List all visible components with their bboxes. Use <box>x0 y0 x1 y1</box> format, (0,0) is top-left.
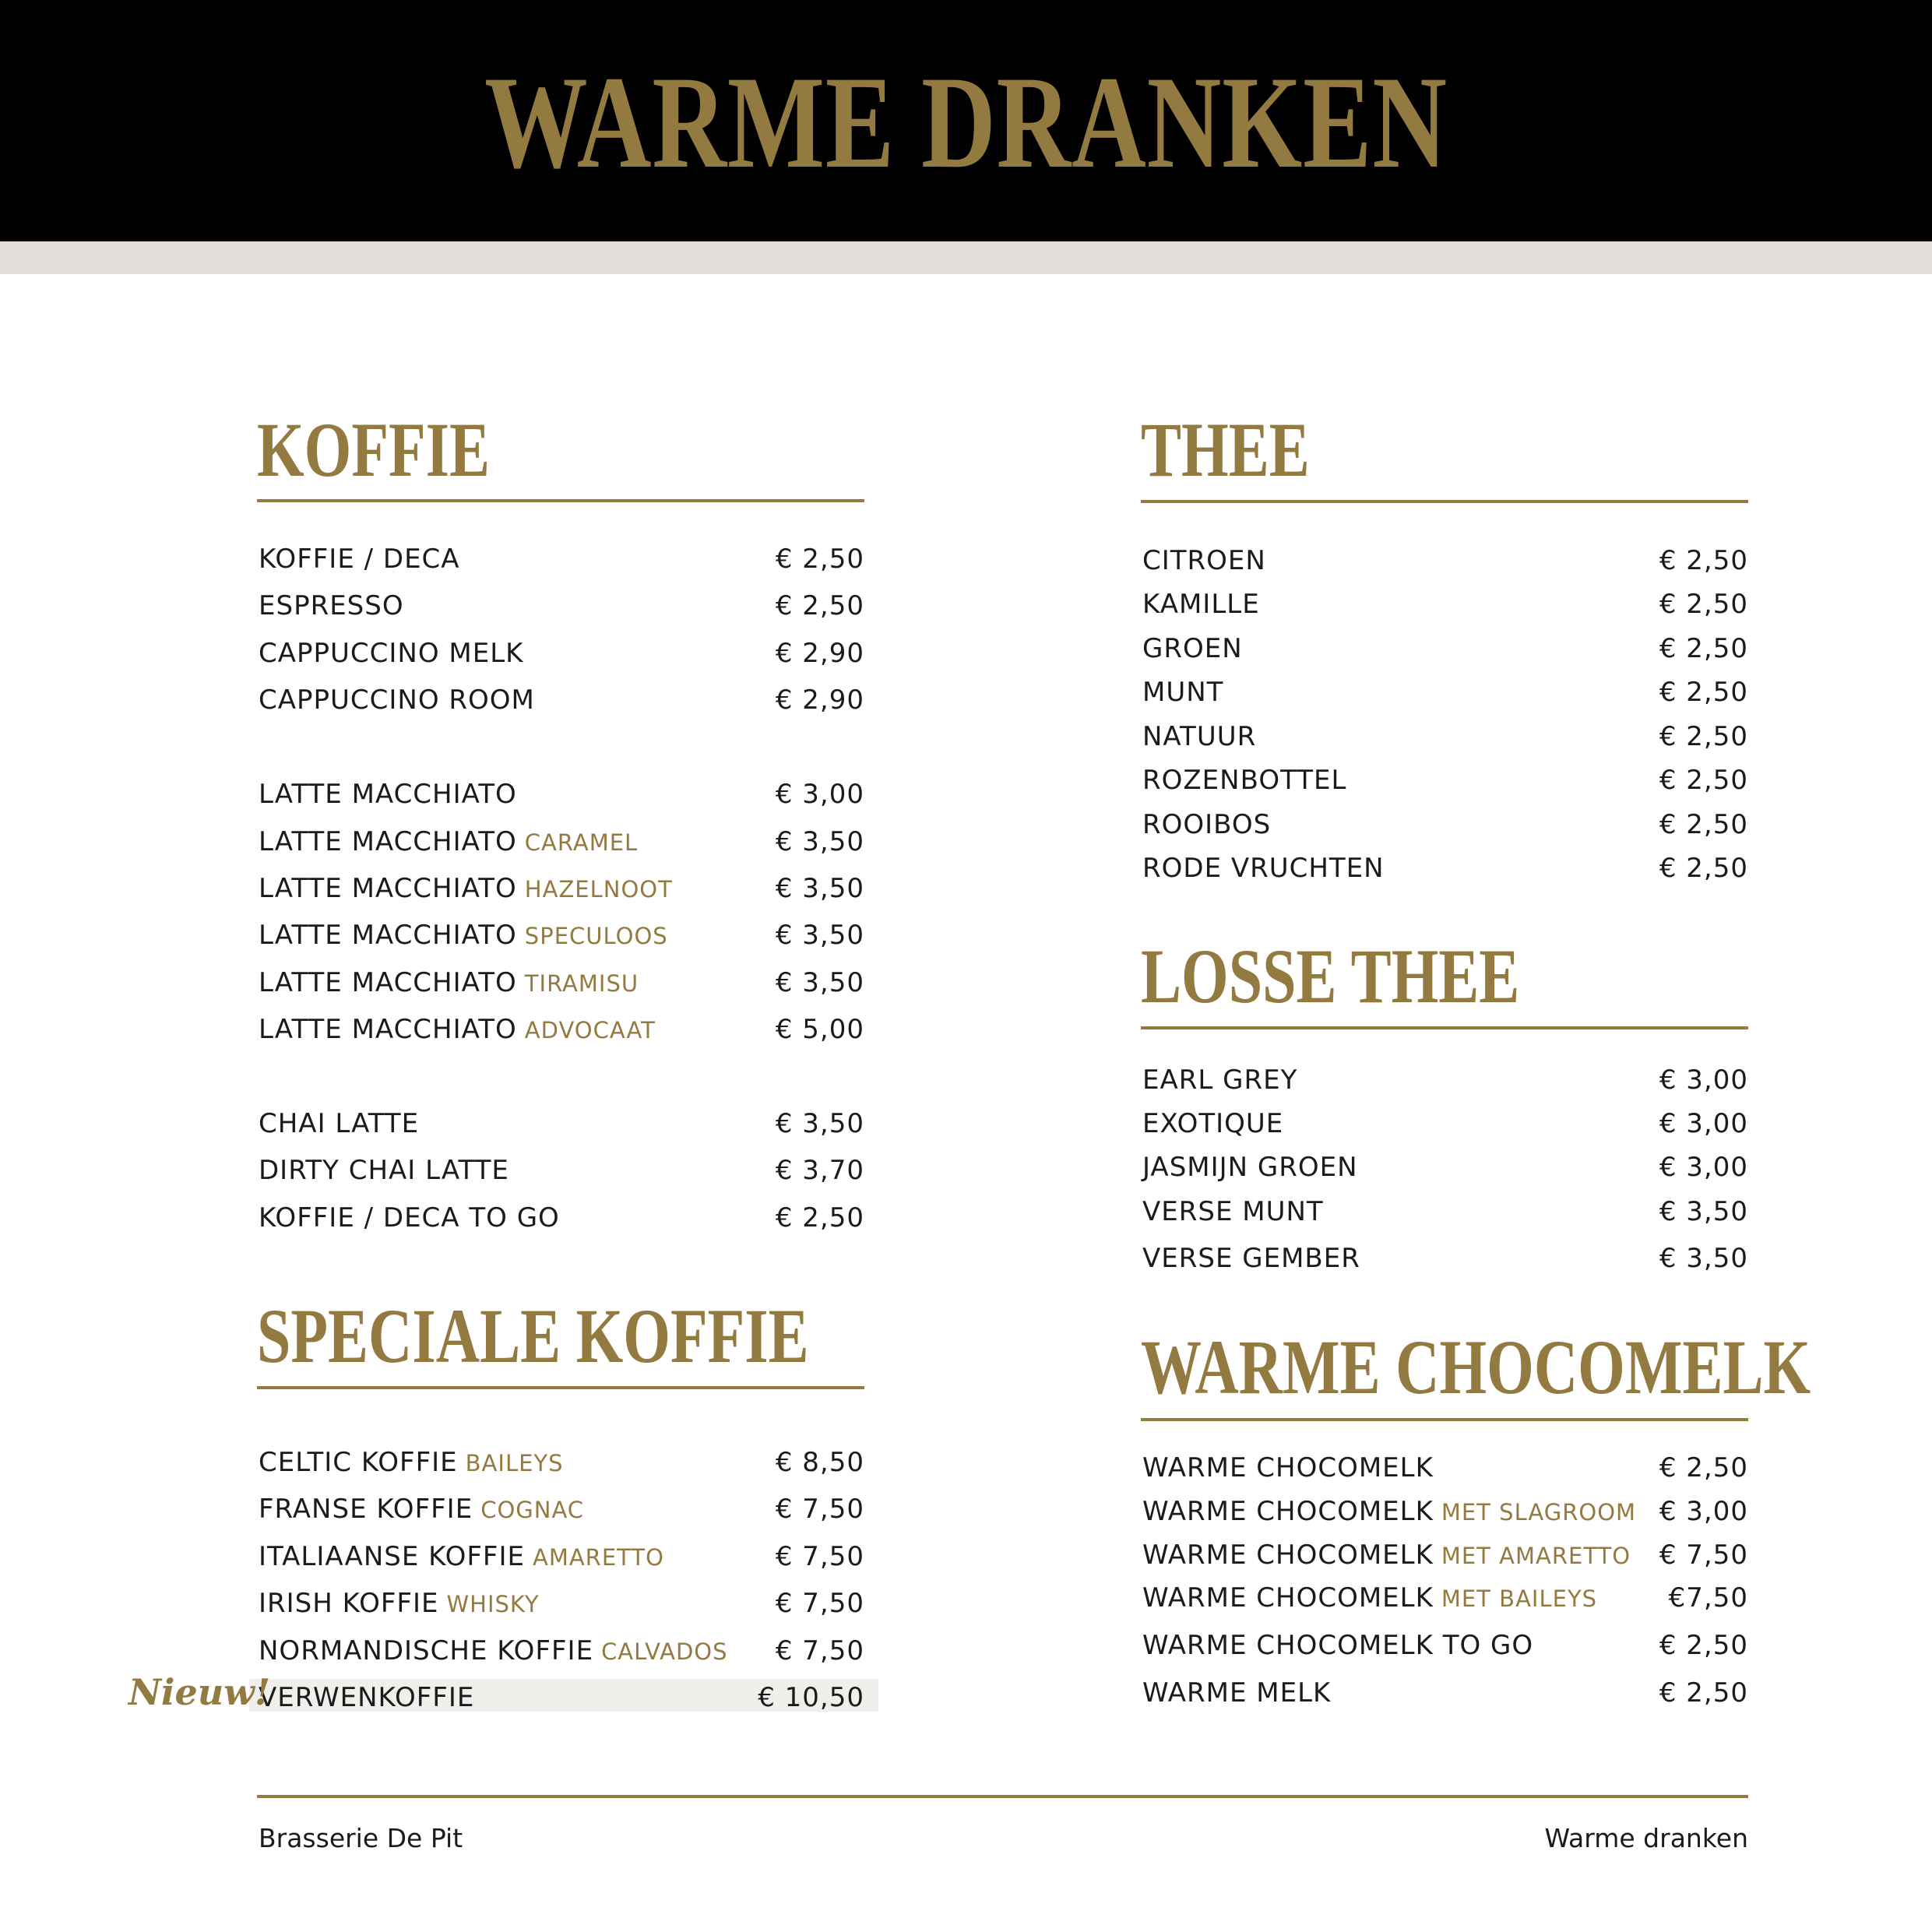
menu-item <box>257 1198 864 1238</box>
section-rule <box>1141 1418 1748 1421</box>
left-column <box>257 0 864 1932</box>
item-price: € 3,00 <box>775 779 864 810</box>
menu-item <box>257 586 864 626</box>
menu-item <box>1141 1103 1748 1144</box>
item-price: € 2,50 <box>775 544 864 575</box>
item-price: € 2,50 <box>1659 1630 1748 1661</box>
menu-item <box>257 868 864 909</box>
item-price: € 3,00 <box>1659 1496 1748 1527</box>
menu-item <box>1141 1535 1748 1575</box>
item-flavor: ADVOCAAT <box>524 1017 656 1043</box>
menu-item <box>257 1536 864 1577</box>
item-price: € 2,50 <box>1659 677 1748 708</box>
item-price: € 2,50 <box>775 1202 864 1233</box>
menu-item <box>1141 584 1748 625</box>
menu-item <box>1141 672 1748 713</box>
item-name: WARME CHOCOMELK <box>1142 1452 1434 1483</box>
menu-item <box>1141 1060 1748 1100</box>
menu-item <box>1141 1238 1748 1279</box>
item-name: VERSE GEMBER <box>1142 1243 1360 1274</box>
section-rule <box>257 499 864 502</box>
menu-item <box>257 1009 864 1050</box>
item-name: ESPRESSO <box>259 590 404 621</box>
item-flavor: TIRAMISU <box>524 970 639 997</box>
item-name: CAPPUCCINO ROOM <box>259 684 535 716</box>
menu-item <box>257 539 864 579</box>
item-price: € 3,50 <box>775 967 864 998</box>
item-name: LATTE MACCHIATO <box>259 1014 517 1045</box>
item-name: WARME CHOCOMELK <box>1142 1582 1434 1614</box>
menu-item <box>1141 1191 1748 1232</box>
item-name: MUNT <box>1142 677 1224 708</box>
item-price: € 3,50 <box>775 920 864 951</box>
item-name: CITROEN <box>1142 545 1266 576</box>
item-flavor: COGNAC <box>480 1497 585 1523</box>
item-name: CELTIC KOFFIE <box>259 1447 458 1478</box>
menu-item <box>257 962 864 1003</box>
menu-item <box>1141 716 1748 757</box>
menu-item <box>257 1583 864 1624</box>
item-name: LATTE MACCHIATO <box>259 967 517 998</box>
section-rule <box>1141 500 1748 503</box>
item-price: € 3,50 <box>1659 1196 1748 1227</box>
item-flavor: MET BAILEYS <box>1441 1585 1598 1612</box>
item-flavor: CALVADOS <box>601 1638 728 1665</box>
menu-item <box>1141 1673 1748 1713</box>
menu-item <box>1141 540 1748 581</box>
item-price: € 10,50 <box>758 1682 864 1713</box>
menu-item <box>257 1103 864 1144</box>
item-flavor: AMARETTO <box>532 1544 664 1571</box>
item-price: € 2,50 <box>1659 765 1748 796</box>
item-name: VERWENKOFFIE <box>259 1682 475 1713</box>
item-name: WARME CHOCOMELK <box>1142 1540 1434 1571</box>
item-name: CAPPUCCINO MELK <box>259 638 524 669</box>
section-rule <box>257 1386 864 1389</box>
menu-item <box>257 915 864 955</box>
menu-item <box>1141 628 1748 669</box>
item-name: LATTE MACCHIATO <box>259 779 517 810</box>
item-flavor: MET AMARETTO <box>1441 1543 1631 1569</box>
menu-item <box>1141 1448 1748 1488</box>
right-column <box>1141 0 1811 1932</box>
item-name: LATTE MACCHIATO <box>259 920 517 951</box>
item-name: VERSE MUNT <box>1142 1196 1324 1227</box>
item-flavor: BAILEYS <box>465 1450 564 1476</box>
item-name: CHAI LATTE <box>259 1108 420 1139</box>
menu-item <box>257 822 864 862</box>
item-name: WARME CHOCOMELK TO GO <box>1142 1630 1534 1661</box>
item-name: ITALIAANSE KOFFIE <box>259 1541 525 1572</box>
item-price: € 2,90 <box>775 638 864 669</box>
item-name: ROOIBOS <box>1142 809 1272 840</box>
menu-item <box>257 1442 864 1483</box>
item-name: NATUUR <box>1142 721 1257 752</box>
item-price: € 8,50 <box>775 1447 864 1478</box>
menu-item <box>1141 804 1748 845</box>
menu-item <box>257 1631 864 1671</box>
page-title: WARME DRANKEN <box>484 49 1448 195</box>
menu-item <box>1141 760 1748 801</box>
section-title-speciale-koffie: SPECIALE KOFFIE <box>257 1293 809 1379</box>
item-name: RODE VRUCHTEN <box>1142 853 1385 884</box>
item-name: IRISH KOFFIE <box>259 1588 439 1619</box>
menu-item <box>257 680 864 720</box>
section-title-koffie: KOFFIE <box>257 406 491 493</box>
menu-item <box>1141 1147 1748 1188</box>
item-name: EXOTIQUE <box>1142 1108 1284 1139</box>
section-title-thee: THEE <box>1141 406 1310 493</box>
menu-item <box>257 633 864 674</box>
item-name: NORMANDISCHE KOFFIE <box>259 1635 594 1666</box>
item-name: KAMILLE <box>1142 589 1260 620</box>
menu-item <box>1141 1491 1748 1532</box>
footer-rule <box>257 1795 1748 1798</box>
item-name: KOFFIE / DECA <box>259 544 460 575</box>
item-price: € 2,50 <box>1659 589 1748 620</box>
new-badge: Nieuw! <box>128 1671 271 1713</box>
item-price: € 3,00 <box>1659 1108 1748 1139</box>
item-flavor: WHISKY <box>446 1591 540 1617</box>
item-name: DIRTY CHAI LATTE <box>259 1155 509 1186</box>
item-price: € 2,50 <box>1659 809 1748 840</box>
item-name: ROZENBOTTEL <box>1142 765 1347 796</box>
item-price: € 2,50 <box>1659 633 1748 664</box>
item-name: LATTE MACCHIATO <box>259 826 517 857</box>
menu-item-highlighted <box>257 1677 864 1718</box>
item-price: € 7,50 <box>775 1494 864 1525</box>
item-price: € 3,00 <box>1659 1065 1748 1096</box>
section-title-warme-chocomelk: WARME CHOCOMELK <box>1141 1324 1811 1410</box>
item-price: €7,50 <box>1668 1582 1748 1614</box>
menu-item <box>1141 1625 1748 1666</box>
menu-item <box>257 774 864 815</box>
item-price: € 2,50 <box>775 590 864 621</box>
item-name: WARME CHOCOMELK <box>1142 1496 1434 1527</box>
item-price: € 2,50 <box>1659 1452 1748 1483</box>
menu-item <box>257 1150 864 1191</box>
item-price: € 2,50 <box>1659 545 1748 576</box>
item-price: € 5,00 <box>775 1014 864 1045</box>
item-flavor: CARAMEL <box>524 829 639 856</box>
item-price: € 7,50 <box>775 1588 864 1619</box>
item-flavor: SPECULOOS <box>524 923 668 949</box>
item-name: WARME MELK <box>1142 1677 1332 1709</box>
item-flavor: HAZELNOOT <box>524 876 673 903</box>
menu-item <box>1141 1578 1748 1618</box>
item-name: JASMIJN GROEN <box>1142 1152 1358 1183</box>
item-name: GROEN <box>1142 633 1243 664</box>
footer-brand: Brasserie De Pit <box>259 1823 463 1853</box>
item-price: € 3,50 <box>775 1108 864 1139</box>
item-price: € 2,50 <box>1659 721 1748 752</box>
menu-item <box>1141 848 1748 889</box>
section-rule <box>1141 1026 1748 1029</box>
item-price: € 7,50 <box>775 1541 864 1572</box>
item-price: € 3,50 <box>775 826 864 857</box>
item-name: EARL GREY <box>1142 1065 1298 1096</box>
item-price: € 3,50 <box>1659 1243 1748 1274</box>
item-price: € 2,90 <box>775 684 864 716</box>
footer-page-label: Warme dranken <box>1544 1823 1748 1853</box>
item-price: € 3,00 <box>1659 1152 1748 1183</box>
item-price: € 2,50 <box>1659 853 1748 884</box>
item-price: € 3,50 <box>775 873 864 904</box>
item-price: € 2,50 <box>1659 1677 1748 1709</box>
item-flavor: MET SLAGROOM <box>1441 1499 1637 1526</box>
item-price: € 3,70 <box>775 1155 864 1186</box>
menu-item <box>257 1489 864 1529</box>
item-name: KOFFIE / DECA TO GO <box>259 1202 560 1233</box>
item-price: € 7,50 <box>1659 1540 1748 1571</box>
item-price: € 7,50 <box>775 1635 864 1666</box>
item-name: FRANSE KOFFIE <box>259 1494 473 1525</box>
section-title-losse-thee: LOSSE THEE <box>1141 933 1520 1019</box>
item-name: LATTE MACCHIATO <box>259 873 517 904</box>
